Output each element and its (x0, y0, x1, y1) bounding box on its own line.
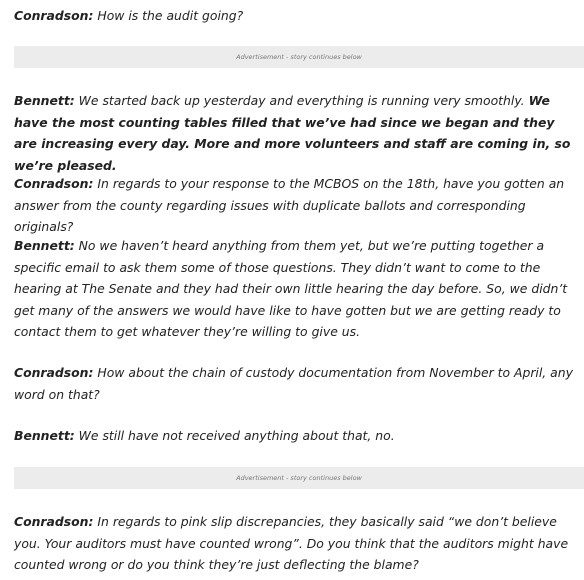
advertisement-label: Advertisement - story continues below (236, 53, 362, 61)
paragraph-bold-text: We have the most counting tables filled that we’ve had since we began and they are increasing every day. More and more volunteers and staff are coming in, so we’re pleased. (14, 93, 571, 173)
interview-paragraph (14, 235, 580, 343)
interview-paragraph (14, 425, 580, 447)
speaker-name: Conradson: (14, 365, 94, 381)
speaker-name: Conradson: (14, 8, 94, 24)
paragraph-text: We started back up yesterday and everything is running very smoothly. (74, 93, 529, 109)
paragraph-text: In regards to your response to the MCBOS on the 18th, have you gotten an answer from the county regarding issues with duplicate ballots and corresponding originals? (14, 176, 565, 235)
advertisement-banner (14, 467, 584, 489)
paragraph-text: We still have not received anything about that, no. (74, 428, 395, 444)
speaker-name: Bennett: (14, 238, 75, 254)
interview-paragraph (14, 90, 580, 176)
interview-paragraph (14, 511, 580, 576)
paragraph-text: No we haven’t heard anything from them yet, but we’re putting together a specific email to ask them some of those questions. They didn’t want to come to the hearing at The Senate and they had their own little hearing the day before. So, we didn’t get many of the answers we would have like to have gotten but we are getting ready to contact them to get whatever they’re willing to give us. (14, 238, 568, 340)
interview-paragraph (14, 173, 580, 238)
speaker-name: Conradson: (14, 514, 94, 530)
advertisement-banner (14, 46, 584, 68)
speaker-name: Conradson: (14, 176, 94, 192)
paragraph-text: How about the chain of custody documentation from November to April, any word on that? (14, 365, 573, 402)
interview-paragraph (14, 362, 580, 405)
interview-paragraph (14, 5, 580, 27)
speaker-name: Bennett: (14, 93, 75, 109)
speaker-name: Bennett: (14, 428, 75, 444)
advertisement-label: Advertisement - story continues below (236, 474, 362, 482)
paragraph-text: In regards to pink slip discrepancies, they basically said “we don’t believe you. Your auditors must have counted wrong”. Do you think that the auditors might have counted wrong or do you think they’re just deflecting the blame? (14, 514, 569, 573)
paragraph-text: How is the audit going? (93, 8, 244, 24)
